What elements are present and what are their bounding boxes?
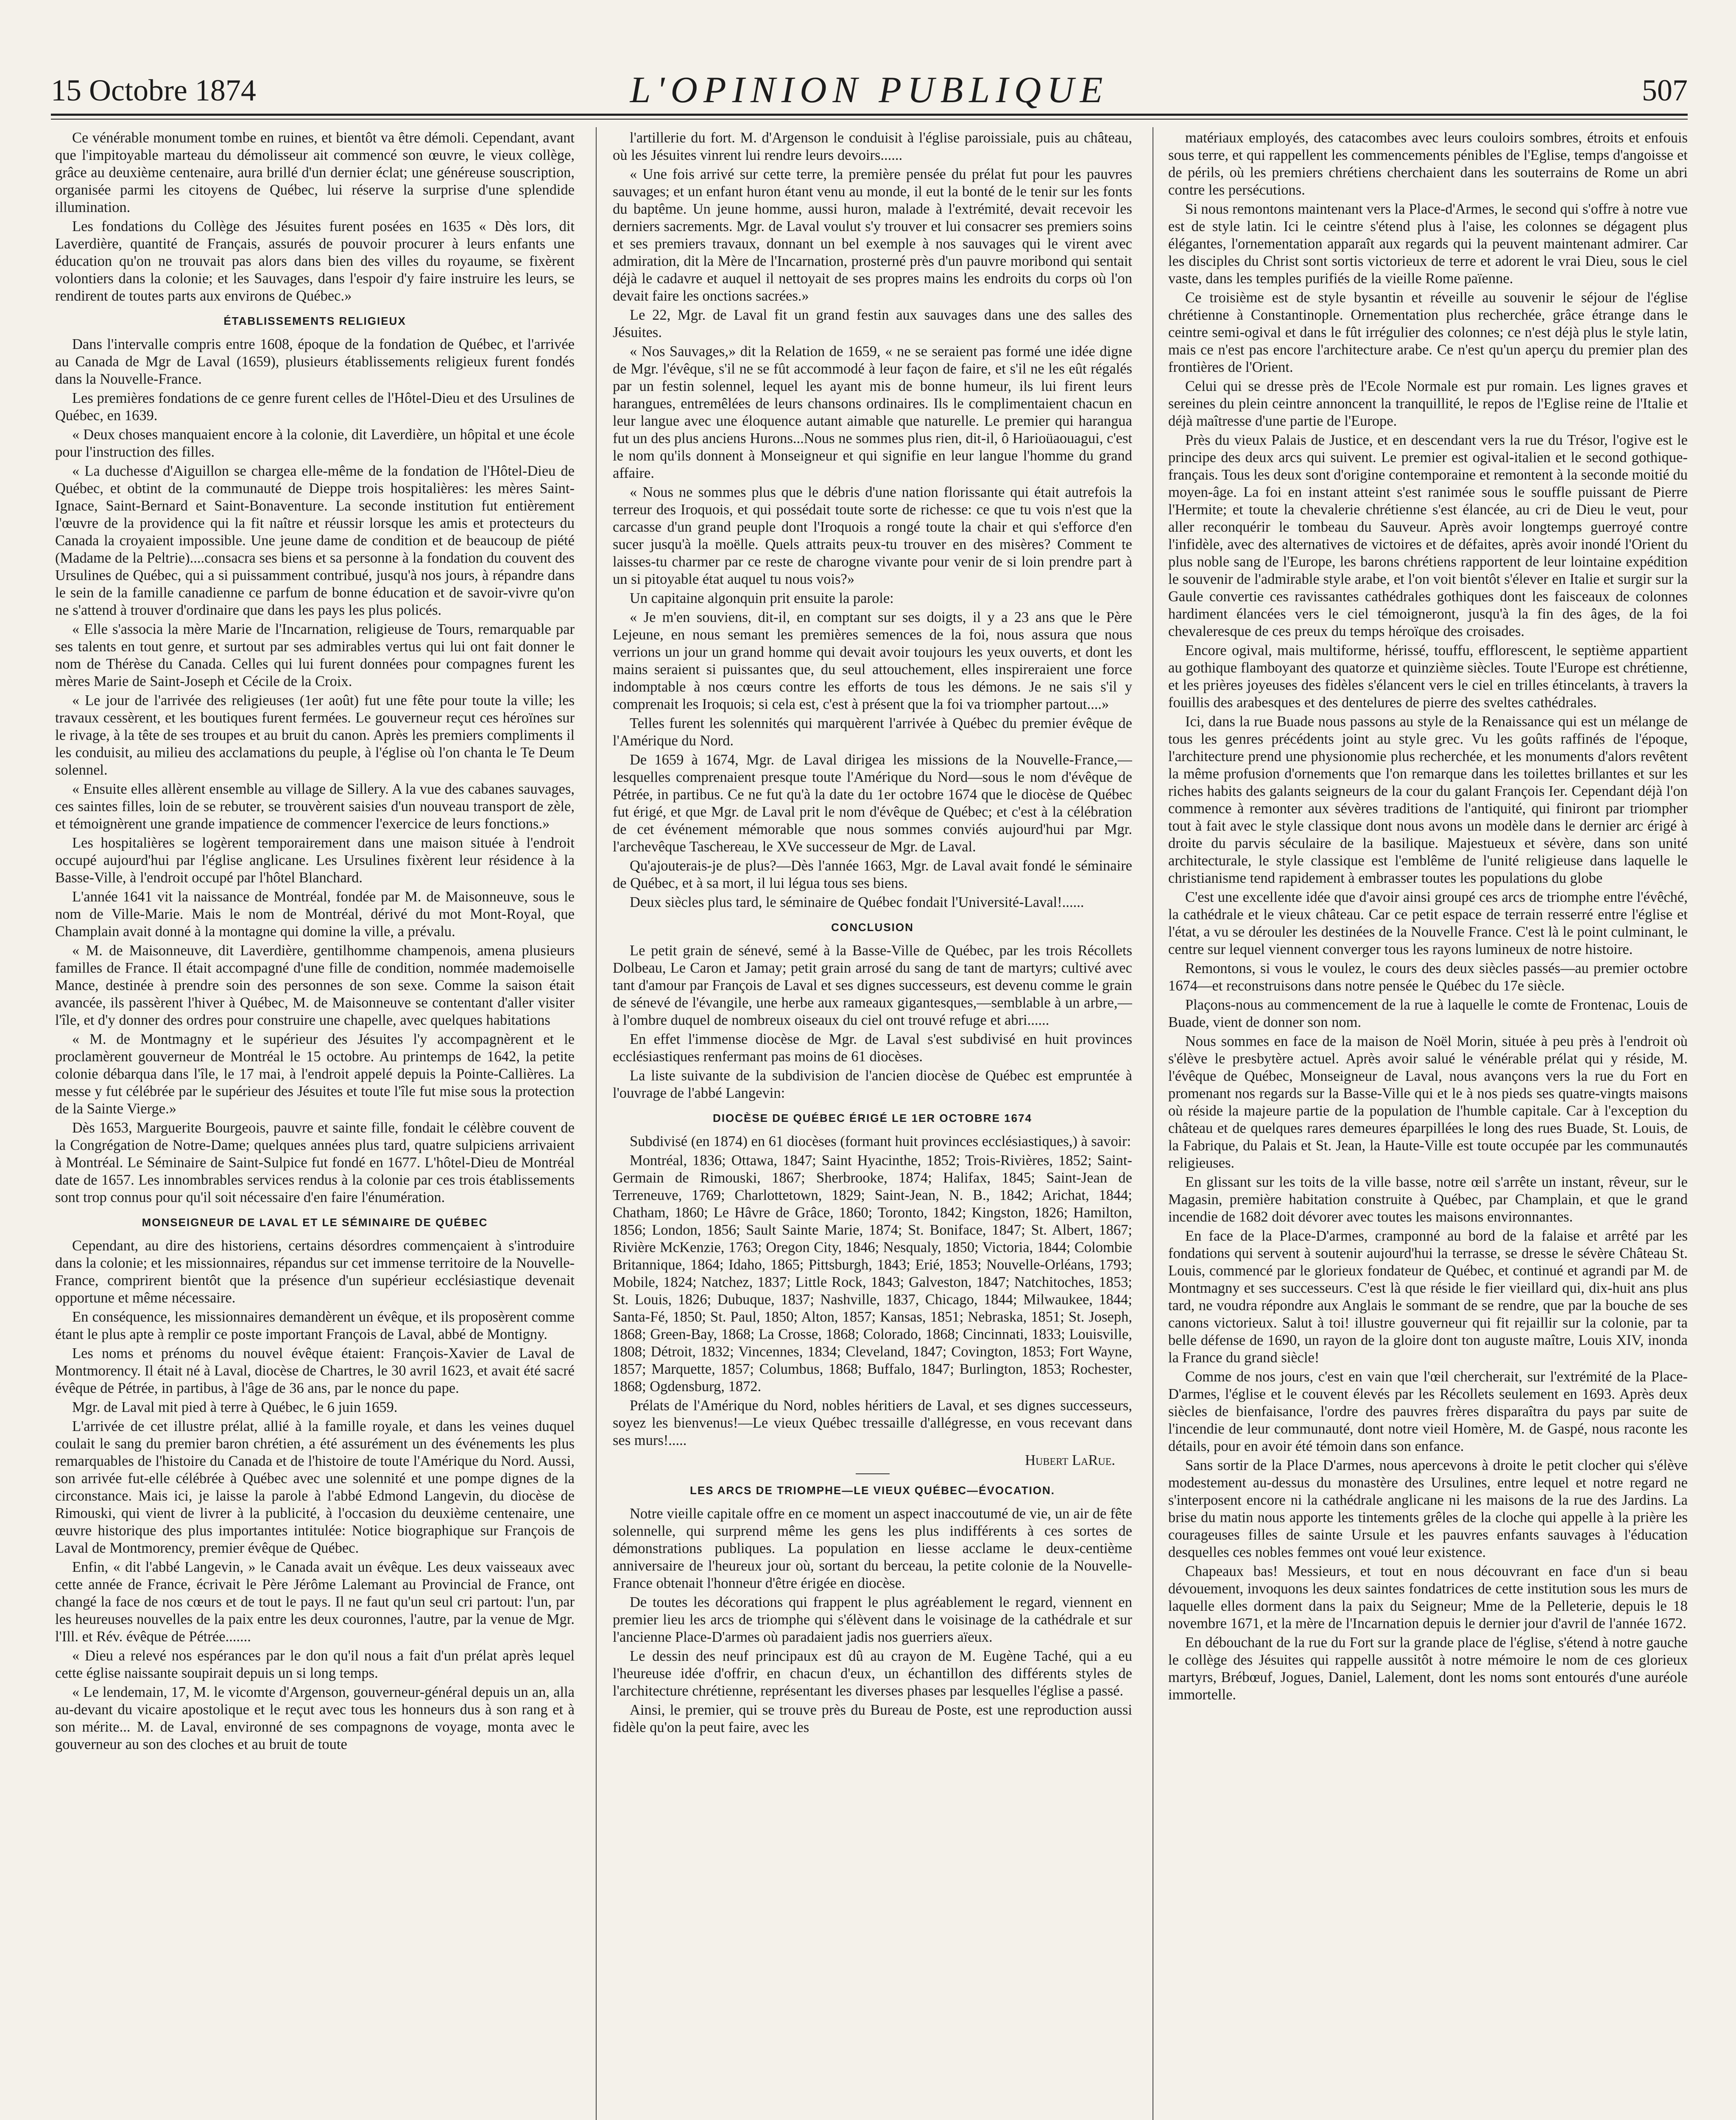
paragraph: L'année 1641 vit la naissance de Montréal, fondée par M. de Maisonneuve, sous le nom de Ville-Marie. Mais le nom de Montréal, dérivé du mot Mont-Royal, que Champlain avait donné à la montagne qui domine la ville, a prévalu. (55, 889, 575, 940)
paragraph: Telles furent les solennités qui marquèrent l'arrivée à Québec du premier évêque de l'Amérique du Nord. (613, 715, 1132, 749)
paragraph: Sans sortir de la Place D'armes, nous apercevons à droite le petit clocher qui s'élève modestement au-dessus du monastère des Ursulines, entre lequel et notre regard ne s'interposent encore ni la cathédrale anglicane ni les maisons de la rue des Jardins. La brise du matin nous apporte les tintements grêles de la cloche qui appelle à la prière les courageuses filles de sainte Ursule et les pauvres enfants sauvages à l'éducation desquelles ces nobles femmes ont voué leur existence. (1168, 1457, 1688, 1560)
paragraph: Dans l'intervalle compris entre 1608, époque de la fondation de Québec, et l'arrivée au Canada de Mgr de Laval (1659), plusieurs établissements religieux furent fondés dans la Nouvelle-France. (55, 336, 575, 387)
paragraph: « Dieu a relevé nos espérances par le don qu'il nous a fait d'un prélat après lequel cette église naissante soupirait depuis un si long temps. (55, 1648, 575, 1681)
header-rule (51, 114, 1688, 116)
paragraph: En glissant sur les toits de la ville basse, notre œil s'arrête un instant, rêveur, sur le Magasin, première habitation construite à Québec, par Champlain, et que le grand incendie de 1682 doit dévorer avec toutes les maisons environnantes. (1168, 1174, 1688, 1225)
paragraph: Celui qui se dresse près de l'Ecole Normale est pur romain. Les lignes graves et sereines du plein ceintre annoncent la tranquillité, le repos de l'Eglise reine de l'Italie et déjà maîtresse d'une partie de l'Europe. (1168, 378, 1688, 429)
paragraph: Ce vénérable monument tombe en ruines, et bientôt va être démoli. Cependant, avant que l'impitoyable marteau du démolisseur ait commencé son œuvre, le vieux collège, grâce au deuxième centenaire, aura brillé d'un dernier éclat; une généreuse souscription, organisée parmi les citoyens de Québec, lui réserve la surprise d'une splendide illumination. (55, 130, 575, 215)
paragraph: Chapeaux bas! Messieurs, et tout en nous découvrant en face d'un si beau dévouement, invoquons les deux saintes fondatrices de cette institution sous les murs de laquelle elles dorment dans la paix du Seigneur; Mme de la Pelleterie, depuis le 18 novembre 1671, et la mère de l'Incarnation depuis le dernier jour d'avril de l'année 1672. (1168, 1563, 1688, 1632)
paragraph: « Elle s'associa la mère Marie de l'Incarnation, religieuse de Tours, remarquable par ses talents en tout genre, et surtout par ses admirables vertus qui lui ont fait donner le nom de Thérèse du Canada. Celles qui lui furent données pour compagnes furent les mères Marie de Saint-Joseph et Cécile de la Croix. (55, 621, 575, 689)
paragraph: Comme de nos jours, c'est en vain que l'œil chercherait, sur l'extrémité de la Place-D'armes, l'église et le couvent élevés par les Récollets seulement en 1693. Après deux siècles de bienfaisance, l'ordre des pauvres frères disparaîtra du pays par suite de l'incendie de leur communauté, dont notre vieil Homère, M. de Gaspé, nous raconte les détails, pour en avoir été témoin dans son enfance. (1168, 1369, 1688, 1454)
paragraph: Ce troisième est de style bysantin et réveille au souvenir le séjour de l'église chrétienne à Constantinople. Ornementation plus recherchée, grâce étrange dans le ceintre semi-ogival et dans le fût irrégulier des colonnes; ce n'est déjà plus le style latin, mais ce n'est pas encore l'architecture arabe. Ce n'est qu'un aperçu du premier plan des frontières de l'Orient. (1168, 290, 1688, 375)
paragraph: Remontons, si vous le voulez, le cours des deux siècles passés—au premier octobre 1674—et reconstruisons dans notre pensée le Québec du 17e siècle. (1168, 960, 1688, 994)
column-1 (55, 129, 575, 2120)
paragraph: De 1659 à 1674, Mgr. de Laval dirigea les missions de la Nouvelle-France,—lesquelles comprenaient presque toute l'Amérique du Nord—sous le nom d'évêque de Pétrée, in partibus. Ce ne fut qu'à la date du 1er octobre 1674 que le diocèse de Québec fut érigé, et que Mgr. de Laval prit le nom d'évêque de Québec; et c'est à la célébration de cet événement mémorable que nous sommes conviés aujourd'hui par Mgr. l'archevêque Taschereau, le XVe successeur de Mgr. de Laval. (613, 752, 1132, 855)
paragraph: « Le lendemain, 17, M. le vicomte d'Argenson, gouverneur-général depuis un an, alla au-devant du vicaire apostolique et le reçut avec tous les honneurs dus à son rang et à son mérite... M. de Laval, environné de ses compagnons de voyage, monta avec le gouverneur au son des cloches et au bruit de toute (55, 1684, 575, 1752)
paragraph: Le 22, Mgr. de Laval fit un grand festin aux sauvages dans une des salles des Jésuites. (613, 307, 1132, 340)
paragraph: « Nous ne sommes plus que le débris d'une nation florissante qui était autrefois la terreur des Iroquois, et qui possédait toute sorte de richesse: ce que tu vois n'est que la carcasse d'un grand peuple dont l'Iroquois a rongé toute la chair et qui s'efforce d'en sucer jusqu'à la moëlle. Quels attraits peux-tu trouver en des misères? Comment te laisses-tu charmer par ce reste de charogne vivante pour venir de si loin prendre part à un si pitoyable état auquel tu nous vois?» (613, 484, 1132, 587)
paragraph: Les hospitalières se logèrent temporairement dans une maison située à l'endroit occupé aujourd'hui par l'église anglicane. Les Ursulines fixèrent leur résidence à la Basse-Ville, à l'endroit occupé par l'hôtel Blanchard. (55, 835, 575, 886)
paragraph: En face de la Place-D'armes, cramponné au bord de la falaise et arrêté par les fondations qui servent à soutenir aujourd'hui la terrasse, se dresse le sévère Château St. Louis, commencé par le glorieux fondateur de Québec, et continué et agrandi par M. de Montmagny et ses successeurs. C'est là que réside le fier vieillard qui, dix-huit ans plus tard, ne voudra répondre aux Anglais le sommant de se rendre, que par la bouche de ses canons victorieux. Salut à toi! illustre gouverneur qui fit rejaillir sur la colonie, par ta belle défense de 1690, un rayon de la gloire dont ton auguste maître, Louis XIV, inonda la France du grand siècle! (1168, 1228, 1688, 1366)
paragraph: Les fondations du Collège des Jésuites furent posées en 1635 « Dès lors, dit Laverdière, quantité de Français, assurés de pouvoir procurer à leurs enfants une éducation qu'on ne trouvait pas alors dans bien des villes du royaume, se fixèrent volontiers dans la colonie; et les Sauvages, dans l'espoir d'y faire instruire les leurs, se rendirent de toutes parts aux environs de Québec.» (55, 218, 575, 304)
paragraph: matériaux employés, des catacombes avec leurs couloirs sombres, étroits et enfouis sous terre, et qui rappellent les commencements pénibles de l'Eglise, temps d'angoisse et de périls, où les premiers chrétiens cherchaient dans les souterrains de Rome un abri contre les persécutions. (1168, 130, 1688, 198)
paragraph: « Deux choses manquaient encore à la colonie, dit Laverdière, un hôpital et une école pour l'instruction des filles. (55, 427, 575, 460)
paragraph: l'artillerie du fort. M. d'Argenson le conduisit à l'église paroissiale, puis au château, où les Jésuites vinrent lui rendre leurs devoirs...... (613, 130, 1132, 163)
paragraph: Un capitaine algonquin prit ensuite la parole: (630, 590, 894, 606)
paragraph: En débouchant de la rue du Fort sur la grande place de l'église, s'étend à notre gauche le collège des Jésuites qui rappelle aussitôt à notre mémoire le nom de ces glorieux martyrs, Brébœuf, Jogues, Daniel, Lalement, dont les noms sont entourés d'une auréole immortelle. (1168, 1635, 1688, 1703)
paragraph: Encore ogival, mais multiforme, hérissé, touffu, efflorescent, le septième appartient au gothique flamboyant des quatorze et quinzième siècles. Toute l'Europe est chrétienne, et les prières joyeuses des fidèles s'élancent vers le ciel en trilles étincelants, à travers la fouillis des arabesques et des dentelures de pierre des sveltes cathédrales. (1168, 642, 1688, 711)
page-number: 507 (1642, 73, 1688, 107)
author-signature: Hubert LaRue. (1025, 1452, 1115, 1468)
paragraph: Mgr. de Laval mit pied à terre à Québec, le 6 juin 1659. (72, 1399, 398, 1415)
paragraph: Deux siècles plus tard, le séminaire de Québec fondait l'Université-Laval!...... (630, 894, 1084, 910)
paragraph: « La duchesse d'Aiguillon se chargea elle-même de la fondation de l'Hôtel-Dieu de Québec, et obtint de la communauté de Dieppe trois hospitalières: les mères Saint-Ignace, Saint-Bernard et Saint-Bonaventure. La seconde institution fut entièrement l'œuvre de la providence qui la fit naître et réussir lorsque les amis et protecteurs du Canada la croyaient impossible. Une jeune dame de condition et de beaucoup de piété (Madame de la Peltrie)....consacra ses biens et sa personne à la fondation du couvent des Ursulines de Québec, qui a si puissamment contribué, jusqu'à nos jours, à répandre dans le sein de la famille canadienne ce parfum de bonne éducation et de savoir-vivre qu'on ne s'attend à trouver d'ordinaire que dans les pays les plus policés. (55, 463, 575, 618)
paragraph: Les noms et prénoms du nouvel évêque étaient: François-Xavier de Laval de Montmorency. Il était né à Laval, diocèse de Chartres, le 30 avril 1623, et avait été sacré évêque de Pétrée, in partibus, à l'âge de 36 ans, par le nonce du pape. (55, 1345, 575, 1396)
paragraph: En effet l'immense diocèse de Mgr. de Laval s'est subdivisé en huit provinces ecclésiastiques renfermant pas moins de 61 diocèses. (613, 1031, 1132, 1065)
column-3 (1168, 129, 1688, 2120)
section-heading: CONCLUSION (831, 921, 914, 934)
diocese-list: Montréal, 1836; Ottawa, 1847; Saint Hyacinthe, 1852; Trois-Rivières, 1852; Saint-Germain de Rimouski, 1867; Sherbrooke, 1874; Halifax, 1845; Saint-Jean de Terreneuve, 1769; Charlottetown, 1829; Saint-Jean, N. B., 1842; Arichat, 1844; Chatham, 1860; Le Hâvre de Grâce, 1860; Toronto, 1842; Kingston, 1826; Hamilton, 1856; London, 1856; Sault Sainte Marie, 1874; St. Boniface, 1847; St. Albert, 1867; Rivière McKenzie, 1763; Oregon City, 1846; Nesqualy, 1850; Victoria, 1844; Colombie Britannique, 1864; Idaho, 1865; Pittsburgh, 1843; Erié, 1853; Nouvelle-Orléans, 1793; Mobile, 1824; Natchez, 1837; Little Rock, 1843; Galveston, 1847; Natchitoches, 1853; St. Louis, 1826; Dubuque, 1837; Nashville, 1837, Chicago, 1844; Milwaukee, 1844; Santa-Fé, 1850; St. Paul, 1850; Alton, 1857; Kansas, 1851; Nebraska, 1851; St. Joseph, 1868; Green-Bay, 1868; La Crosse, 1868; Colorado, 1868; Cincinnati, 1833; Louisville, 1808; Détroit, 1832; Vincennes, 1834; Cleveland, 1847; Covington, 1853; Fort Wayne, 1857; Marquette, 1857; Columbus, 1868; Buffalo, 1847; Burlington, 1853; Rochester, 1868; Ogdensburg, 1872. (613, 1152, 1132, 1395)
column-divider (596, 127, 597, 2120)
section-heading: ÉTABLISSEMENTS RELIGIEUX (223, 315, 406, 327)
paragraph: Enfin, « dit l'abbé Langevin, » le Canada avait un évêque. Les deux vaisseaux avec cette année de France, écrivait le Père Jérôme Lalemant au Provincial de France, ont changé la face de nos cœurs et de tout le pays. Il ne faut qu'un seul cri partout: l'un, par les heureuses nouvelles de la paix entre les deux couronnes, l'autre, par la venue de Mgr. l'Ill. et Rév. évêque de Pétrée....... (55, 1559, 575, 1645)
paragraph: Le petit grain de sénevé, semé à la Basse-Ville de Québec, par les trois Récollets Dolbeau, Le Caron et Jamay; petit grain arrosé du sang de tant de martyrs; cultivé avec tant d'amour par François de Laval et ses dignes successeurs, est devenu comme le grain de sénevé de l'évangile, une herbe aux rameaux gigantesques,—semblable à un arbre,—à l'ombre duquel de nombreux oiseaux du ciel ont trouvé refuge et abri...... (613, 943, 1132, 1028)
paragraph: Ainsi, le premier, qui se trouve près du Bureau de Poste, est une reproduction aussi fidèle qu'on la peut faire, avec les (613, 1702, 1132, 1735)
paragraph: Ici, dans la rue Buade nous passons au style de la Renaissance qui est un mélange de tous les genres précédents joint au style grec. Vu les goûts raffinés de l'époque, l'architecture prend une physionomie plus recherchée, et les monuments d'alors revêtent la même profusion d'ornements que l'on remarque dans les toilettes brillantes et sur les riches habits des galants seigneurs de la cour du galant François Ier. Cependant déjà l'on commence à remonter aux sévères traditions de l'antiquité, qui finiront par triompher tout à fait avec le style classique dont nous avons un modèle dans le dernier arc érigé à droite du parvis séculaire de la basilique. Majestueux et sévère, dans son unité architecturale, le style classique est l'emblême de l'unité religieuse dans laquelle le christianisme tend rapidement à embrasser toutes les populations du globe (1168, 714, 1688, 886)
paragraph: « Une fois arrivé sur cette terre, la première pensée du prélat fut pour les pauvres sauvages; et un enfant huron étant venu au monde, il eut la bonté de le tenir sur les fonts du baptême. Un jeune homme, aussi huron, malade à l'extrémité, devait recevoir les derniers sacrements. Mgr. de Laval voulut s'y trouver et lui consacrer ses premiers soins et ses premiers travaux, donnant un bel exemple à nos sauvages qui le virent avec admiration, dit la Mère de l'Incarnation, prosterné près d'un pauvre moribond qui sentait déjà le cadavre et auquel il nettoyait de ses propres mains les endroits du corps où l'on devait faire les onctions sacrées.» (613, 166, 1132, 304)
paragraph: « M. de Maisonneuve, dit Laverdière, gentilhomme champenois, amena plusieurs familles de France. Il était accompagné d'une fille de condition, nommée mademoiselle Mance, destinée à prendre soin des personnes de son sexe. Comme la saison était avancée, ils passèrent l'hiver à Québec, M. de Maisonneuve se contentant d'aller visiter l'île, et d'y donner des ordres pour construire une chapelle, avec quelques habitations (55, 943, 575, 1028)
paragraph: De toutes les décorations qui frappent le plus agréablement le regard, viennent en premier lieu les arcs de triomphe qui s'élèvent dans le voisinage de la cathédrale et sur l'ancienne Place-D'armes où paradaient jadis nos guerriers aïeux. (613, 1594, 1132, 1645)
paragraph: Prélats de l'Amérique du Nord, nobles héritiers de Laval, et ses dignes successeurs, soyez les bienvenus!—Le vieux Québec tressaille d'allégresse, en vous recevant dans ses murs!..... (613, 1398, 1132, 1448)
paragraph: Les premières fondations de ce genre furent celles de l'Hôtel-Dieu et des Ursulines de Québec, en 1639. (55, 390, 575, 424)
paragraph: Dès 1653, Marguerite Bourgeois, pauvre et sainte fille, fondait le célèbre couvent de la Congrégation de Notre-Dame; quelques années plus tard, quatre sulpiciens arrivaient à Montréal. Le Séminaire de Saint-Sulpice fut fondé en 1677. L'hôtel-Dieu de Montréal date de 1657. Les innombrables services rendus à la colonie par ces trois établissements sont trop connus pour qu'il soit nécessaire d'en faire l'énumération. (55, 1120, 575, 1205)
section-heading: DIOCÈSE DE QUÉBEC ÉRIGÉ LE 1ER OCTOBRE 1674 (712, 1112, 1033, 1124)
paragraph: L'arrivée de cet illustre prélat, allié à la famille royale, et dans les veines duquel coulait le sang du premier baron chrétien, a été assurément un des événements les plus remarquables de l'histoire du Canada et de l'histoire de toute l'Amérique du Nord. Aussi, son arrivée fut-elle célébrée à Québec avec une solennité et une pompe dignes de la circonstance. Mais ici, je laisse la parole à l'abbé Edmond Langevin, du diocèse de Rimouski, qui vient de livrer à la publicité, à l'occasion du deuxième centenaire, une œuvre historique des plus importantes intitulée: Notice biographique sur François de Laval de Montmorency, premier évêque de Québec. (55, 1418, 575, 1556)
paragraph: Qu'ajouterais-je de plus?—Dès l'année 1663, Mgr. de Laval avait fondé le séminaire de Québec, et à sa mort, il lui légua tous ses biens. (613, 858, 1132, 891)
column-2 (613, 129, 1132, 2120)
paragraph: « Le jour de l'arrivée des religieuses (1er août) fut une fête pour toute la ville; les travaux cessèrent, et les boutiques furent fermées. Le gouverneur reçut ces héroïnes sur le rivage, à la tête de ses troupes et au bruit du canon. Après les premiers compliments il les conduisit, au milieu des acclamations du peuple, à l'église où l'on chanta le Te Deum solennel. (55, 692, 575, 778)
paragraph: « Nos Sauvages,» dit la Relation de 1659, « ne se seraient pas formé une idée digne de Mgr. l'évêque, s'il ne se fût accommodé à leur façon de faire, et s'il ne les eût régalés par un festin solennel, lequel les ayant mis de bonne humeur, ils lui firent leurs harangues, entremêlées de leurs chansons ordinaires. Ils le complimentaient chacun en leur langue avec une éloquence autant aimable que naturelle. Le premier qui harangua fut un des plus anciens Hurons...Nous ne sommes plus rien, dit-il, ô Harioüaouagui, c'est le nom qu'ils donnent à Monseigneur et qui signifie en leur langue l'homme du grand affaire. (613, 343, 1132, 481)
paragraph: Cependant, au dire des historiens, certains désordres commençaient à s'introduire dans la colonie; et les missionnaires, répandus sur cet immense territoire de la Nouvelle-France, comprirent bientôt que la présence d'un supérieur ecclésiastique devenait opportune et même nécessaire. (55, 1238, 575, 1306)
header-rule-thin (51, 119, 1688, 120)
paragraph: C'est une excellente idée que d'avoir ainsi groupé ces arcs de triomphe entre l'évêché, la cathédrale et le vieux château. Car ce petit espace de terrain resserré entre l'église et l'état, a vu se dérouler les destinées de la Nouvelle France. C'est là le point culminant, le centre sur lequel viennent converger tous les rayons lumineux de notre histoire. (1168, 889, 1688, 957)
paragraph: Notre vieille capitale offre en ce moment un aspect inaccoutumé de vie, un air de fête solennelle, qui surprend même les gens les plus indifférents à ces sortes de démonstrations publiques. La population en liesse acclame le deux-centième anniversaire de l'heureux jour où, sortant du berceau, la petite colonie de la Nouvelle-France obtenait l'honneur d'être érigée en diocèse. (613, 1506, 1132, 1591)
paragraph: « Je m'en souviens, dit-il, en comptant sur ses doigts, il y a 23 ans que le Père Lejeune, en nous semant les premières semences de la foi, nous assura que nous verrions un jour un grand homme qui devait avoir toujours les yeux ouverts, et dont les mains seraient si puissantes que, du seul attouchement, elles inspireraient une force indomptable à nos cœurs contre les efforts de tous les démons. Je ne sais s'il y comprenait les Iroquois; si cela est, c'est à présent que la foi va triompher partout....» (613, 609, 1132, 712)
paragraph: Plaçons-nous au commencement de la rue à laquelle le comte de Frontenac, Louis de Buade, vient de donner son nom. (1168, 997, 1688, 1030)
paragraph: Nous sommes en face de la maison de Noël Morin, située à peu près à l'endroit où s'élève le presbytère actuel. Après avoir salué le vénérable prélat qui y réside, M. l'évêque de Québec, Monseigneur de Laval, nous avançons vers la rue du Fort en promenant nos regards sur la Basse-Ville qui et le à nos pieds ses quatre-vingts maisons où réside la majeure partie de la population de l'humble capitale. Car à l'exception du château et de quelques rares demeures éparpillées le long des rues Buade, St. Louis, de la Fabrique, du Palais et St. Jean, la Haute-Ville est toute occupée par les communautés religieuses. (1168, 1033, 1688, 1171)
masthead (51, 64, 1688, 114)
paragraph: Si nous remontons maintenant vers la Place-d'Armes, le second qui s'offre à notre vue est de style latin. Ici le ceintre s'étend plus à l'aise, les colonnes se dégagent plus élégantes, l'ornementation apparaît aux regards qui la peuvent maintenant admirer. Car les disciples du Christ sont sortis victorieux de terre et adorent le vrai Dieu, sous le ciel vaste, dans les temples purifiés de la vieille Rome païenne. (1168, 201, 1688, 287)
issue-date: 15 Octobre 1874 (51, 73, 256, 107)
section-heading: MONSEIGNEUR DE LAVAL ET LE SÉMINAIRE DE QUÉBEC (142, 1216, 488, 1229)
paragraph: Subdivisé (en 1874) en 61 diocèses (formant huit provinces ecclésiastiques,) à savoir: (630, 1133, 1131, 1149)
article-separator (856, 1473, 890, 1474)
paragraph: La liste suivante de la subdivision de l'ancien diocèse de Québec est empruntée à l'ouvrage de l'abbé Langevin: (613, 1068, 1132, 1101)
paragraph: Le dessin des neuf principaux est dû au crayon de M. Eugène Taché, qui a eu l'heureuse idée d'offrir, en chacun d'eux, un échantillon des différents styles de l'architecture chrétienne, représentant les diverses phases par lesquelles l'église a passé. (613, 1648, 1132, 1699)
paragraph: « M. de Montmagny et le supérieur des Jésuites l'y accompagnèrent et le proclamèrent gouverneur de Montréal le 15 octobre. Au printemps de 1642, la petite colonie débarqua dans l'île, le 17 mai, à l'endroit appelé depuis la Pointe-Callières. La messe y fut célébrée par le supérieur des Jésuites et toute l'île fut mise sous la protection de la Sainte Vierge.» (55, 1031, 575, 1117)
paragraph: En conséquence, les missionnaires demandèrent un évêque, et ils proposèrent comme étant le plus apte à remplir ce poste important François de Laval, abbé de Montigny. (55, 1309, 575, 1342)
paragraph: Près du vieux Palais de Justice, et en descendant vers la rue du Trésor, l'ogive est le principe des deux arcs qui suivent. Le premier est ogival-italien et le second gothique-français. Tous les deux sont d'origine contemporaine et remontent à la seconde moitié du moyen-âge. La foi en instant atteint s'est ranimée sous le souffle puissant de Pierre l'Hermite; et toute la chevalerie chrétienne s'est élancée, au cri de Dieu le veut, pour aller reconquérir le tombeau du Sauveur. Après avoir longtemps guerroyé contre l'infidèle, avec des alternatives de victoires et de défaites, après avoir inondé l'Orient du plus noble sang de l'Europe, les barons chrétiens rapportent de leur lointaine expédition le souvenir de l'admirable style arabe, et l'on voit bientôt s'élever en Italie et surgir sur la Gaule convertie ces ravissantes cathédrales gothiques dont les faisceaux de colonnes hardiment élancées vers le ciel témoigneront, jusqu'à la fin des âges, de la foi chevaleresque de ces preux du temps héroïque des croisades. (1168, 432, 1688, 639)
newspaper-title: L'OPINION PUBLIQUE (630, 70, 1109, 111)
paragraph: « Ensuite elles allèrent ensemble au village de Sillery. A la vue des cabanes sauvages, ces saintes filles, loin de se rebuter, se trouvèrent saisies d'un nouveau transport de zèle, et témoignèrent une grande impatience de commencer l'exercice de leurs fonctions.» (55, 781, 575, 832)
section-heading: LES ARCS DE TRIOMPHE—LE VIEUX QUÉBEC—ÉVOCATION. (689, 1484, 1055, 1497)
